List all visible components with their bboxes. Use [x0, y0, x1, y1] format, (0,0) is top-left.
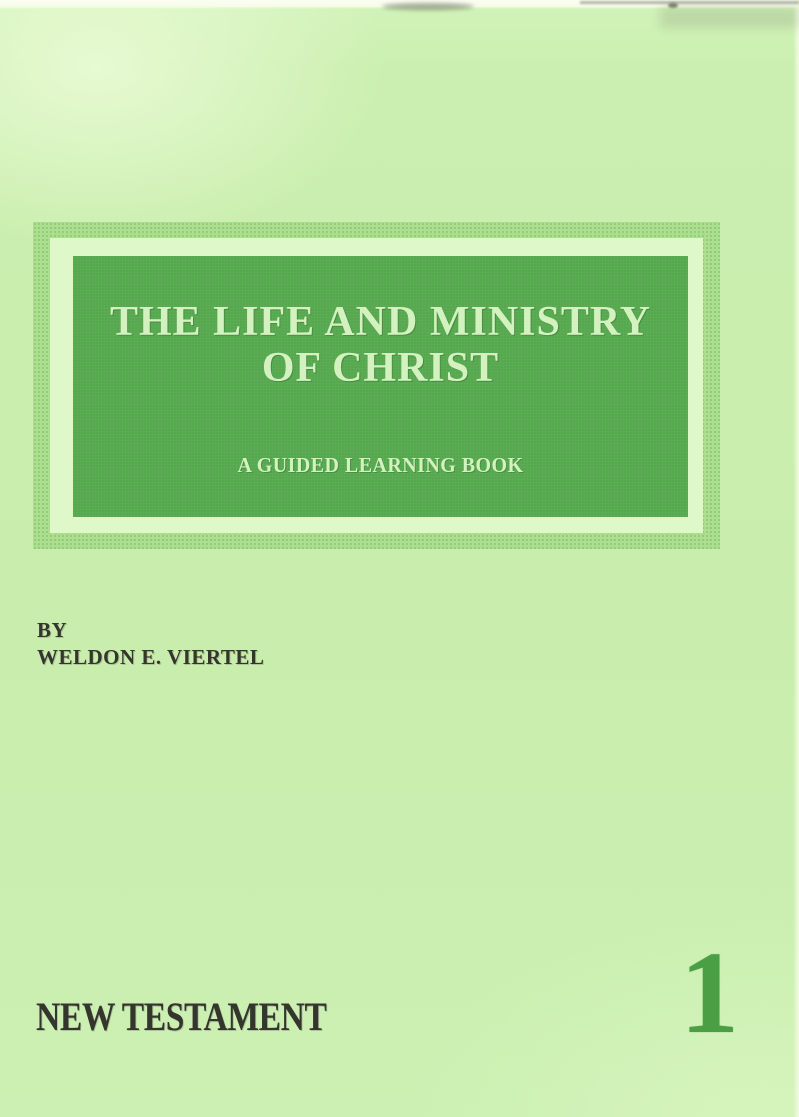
- title-frame: [33, 222, 720, 549]
- book-title-line-1: THE LIFE AND MINISTRY: [109, 299, 652, 345]
- book-subtitle: A GUIDED LEARNING BOOK: [237, 453, 524, 477]
- title-frame-inner: [50, 238, 703, 533]
- scanner-edge-right: [793, 0, 799, 1117]
- scan-smudge: [668, 3, 678, 8]
- book-title: [73, 299, 688, 391]
- book-title-line-2: OF CHRIST: [261, 345, 500, 391]
- scan-smudge: [382, 3, 474, 10]
- scan-artifact-topline: [580, 1, 799, 4]
- author-name: WELDON E. VIERTEL: [37, 645, 265, 669]
- author-by-label: BY: [37, 618, 68, 642]
- author-block: [37, 617, 264, 671]
- scan-smudge: [660, 6, 799, 28]
- title-panel: [73, 256, 688, 517]
- volume-number: 1: [680, 927, 739, 1058]
- series-title: NEW TESTAMENT: [36, 994, 327, 1039]
